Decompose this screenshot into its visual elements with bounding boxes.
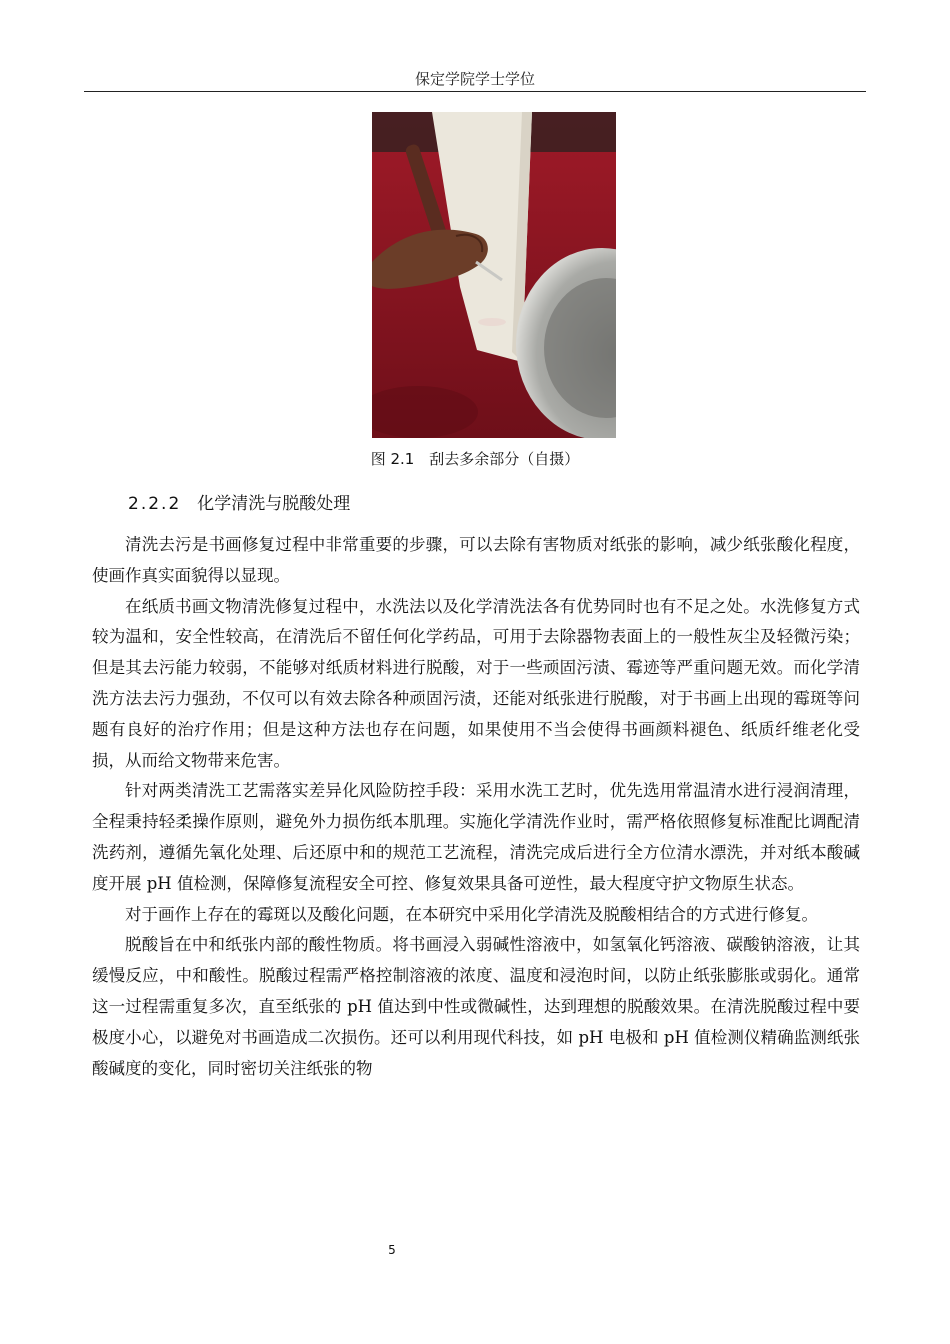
paragraph: 对于画作上存在的霉斑以及酸化问题，在本研究中采用化学清洗及脱酸相结合的方式进行修复。	[125, 904, 818, 924]
scraping-photo	[372, 112, 616, 438]
page-number: 5	[388, 1243, 396, 1257]
section-heading	[128, 491, 350, 517]
figure-caption: 图 2.1 刮去多余部分（自摄）	[370, 450, 580, 468]
body-text	[92, 530, 860, 1084]
section-number: 2.2.2	[128, 494, 182, 514]
running-header: 保定学院学士学位	[414, 70, 535, 88]
paragraph: 清洗去污是书画修复过程中非常重要的步骤，可以去除有害物质对纸张的影响，减少纸张酸化程度，使画作真实面貌得以显现。	[92, 535, 860, 585]
paragraph: 在纸质书画文物清洗修复过程中，水洗法以及化学清洗法各有优势同时也有不足之处。水洗修复方式较为温和，安全性较高，在清洗后不留任何化学药品，可用于去除器物表面上的一般性灰尘及轻微污染；但是其去污能力较弱，不能够对纸质材料进行脱酸，对于一些顽固污渍、霉迹等严重问题无效。而化学清洗方法去污力强劲，不仅可以有效去除各种顽固污渍，还能对纸张进行脱酸，对于书画上出现的霉斑等问题有良好的治疗作用；但是这种方法也存在问题，如果使用不当会使得书画颜料褪色、纸质纤维老化受损，从而给文物带来危害。	[92, 596, 860, 770]
paragraph: 针对两类清洗工艺需落实差异化风险防控手段：采用水洗工艺时，优先选用常温清水进行浸润清理，全程秉持轻柔操作原则，避免外力损伤纸本肌理。实施化学清洗作业时，需严格依照修复标准配比调配清洗药剂，遵循先氧化处理、后还原中和的规范工艺流程，清洗完成后进行全方位清水漂洗，并对纸本酸碱度开展 pH 值检测，保障修复流程安全可控、修复效果具备可逆性，最大程度守护文物原生状态。	[92, 781, 860, 893]
paragraph: 脱酸旨在中和纸张内部的酸性物质。将书画浸入弱碱性溶液中，如氢氧化钙溶液、碳酸钠溶液，让其缓慢反应，中和酸性。脱酸过程需严格控制溶液的浓度、温度和浸泡时间，以防止纸张膨胀或弱化。通常这一过程需重复多次，直至纸张的 pH 值达到中性或微碱性，达到理想的脱酸效果。在清洗脱酸过程中要极度小心，以避免对书画造成二次损伤。还可以利用现代科技，如 pH 电极和 pH 值检测仪精确监测纸张酸碱度的变化，同时密切关注纸张的物	[92, 935, 860, 1078]
header-rule	[84, 91, 866, 92]
figure-photo	[372, 112, 616, 438]
section-title: 化学清洗与脱酸处理	[197, 494, 351, 514]
